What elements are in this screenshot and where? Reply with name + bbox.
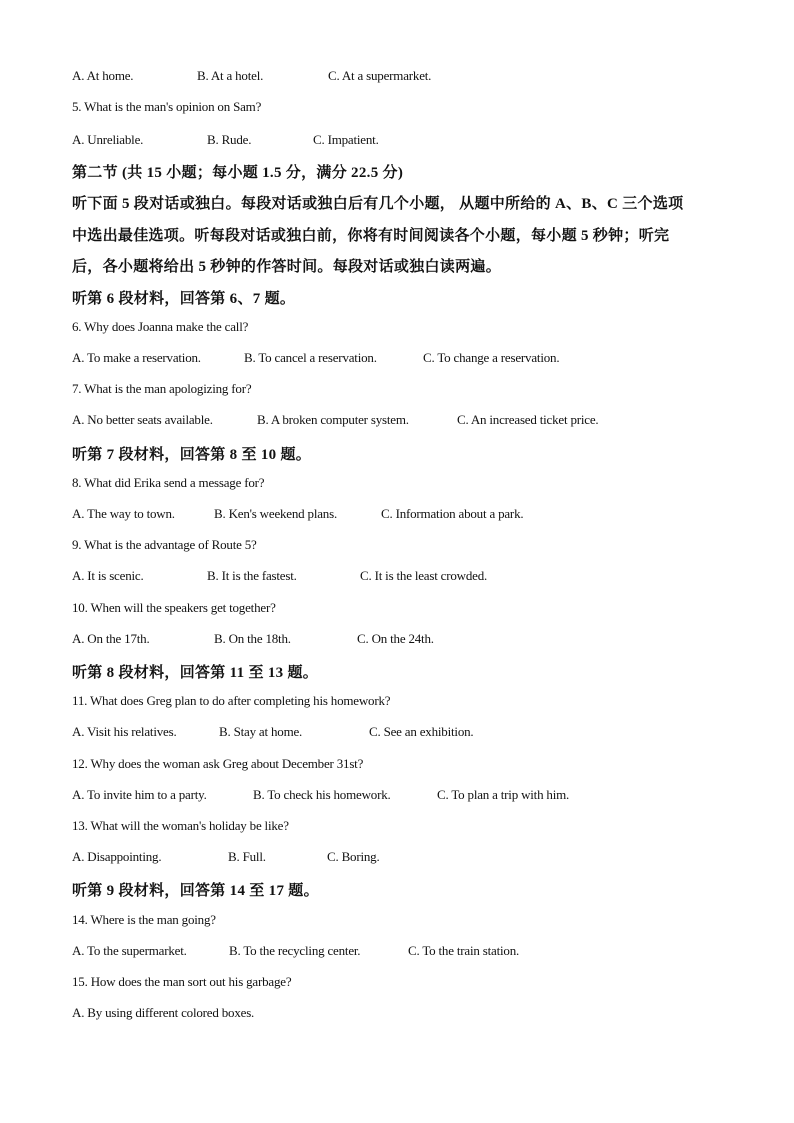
q7-option-c: C. An increased ticket price. bbox=[457, 412, 599, 427]
q5-option-c: C. Impatient. bbox=[313, 132, 379, 147]
section-instruction-1: 听下面 5 段对话或独白。每段对话或独白后有几个小题， 从题中所给的 A、B、C 三个选项 bbox=[72, 196, 684, 212]
section-instruction-3: 后，各小题将给出 5 秒钟的作答时间。每段对话或独白读两遍。 bbox=[72, 259, 502, 275]
q14-option-a: A. To the supermarket. bbox=[72, 943, 187, 958]
q5-option-b: B. Rude. bbox=[207, 132, 252, 147]
q10-question: 10. When will the speakers get together? bbox=[72, 600, 276, 615]
q9-option-a: A. It is scenic. bbox=[72, 568, 144, 583]
q6-option-c: C. To change a reservation. bbox=[423, 350, 560, 365]
q5-option-a: A. Unreliable. bbox=[72, 132, 144, 147]
q9-option-b: B. It is the fastest. bbox=[207, 568, 297, 583]
group-heading-8: 听第 8 段材料，回答第 11 至 13 题。 bbox=[72, 665, 319, 681]
q8-question: 8. What did Erika send a message for? bbox=[72, 475, 265, 490]
q13-option-b: B. Full. bbox=[228, 849, 266, 864]
section-title: 第二节 (共 15 小题；每小题 1.5 分，满分 22.5 分) bbox=[72, 165, 404, 181]
q10-option-c: C. On the 24th. bbox=[357, 631, 434, 646]
q11-option-b: B. Stay at home. bbox=[219, 724, 303, 739]
group-heading-6: 听第 6 段材料，回答第 6、7 题。 bbox=[72, 291, 296, 307]
group-heading-9: 听第 9 段材料，回答第 14 至 17 题。 bbox=[72, 883, 319, 899]
q10-option-a: A. On the 17th. bbox=[72, 631, 150, 646]
q10-option-b: B. On the 18th. bbox=[214, 631, 291, 646]
q8-option-a: A. The way to town. bbox=[72, 506, 175, 521]
q14-option-c: C. To the train station. bbox=[408, 943, 520, 958]
q7-question: 7. What is the man apologizing for? bbox=[72, 381, 252, 396]
group-heading-7: 听第 7 段材料，回答第 8 至 10 题。 bbox=[72, 447, 312, 463]
q11-option-a: A. Visit his relatives. bbox=[72, 724, 177, 739]
q12-option-c: C. To plan a trip with him. bbox=[437, 787, 570, 802]
q15-question: 15. How does the man sort out his garbage? bbox=[72, 974, 292, 989]
q13-option-c: C. Boring. bbox=[327, 849, 380, 864]
q12-option-b: B. To check his homework. bbox=[253, 787, 391, 802]
q9-question: 9. What is the advantage of Route 5? bbox=[72, 537, 257, 552]
q15-option-a: A. By using different colored boxes. bbox=[72, 1005, 255, 1020]
q8-option-b: B. Ken's weekend plans. bbox=[214, 506, 338, 521]
q4-option-c: C. At a supermarket. bbox=[328, 68, 432, 83]
q11-option-c: C. See an exhibition. bbox=[369, 724, 474, 739]
q4-option-a: A. At home. bbox=[72, 68, 134, 83]
q4-option-b: B. At a hotel. bbox=[197, 68, 264, 83]
section-instruction-2: 中选出最佳选项。听每段对话或独白前，你将有时间阅读各个小题，每小题 5 秒钟；听完 bbox=[72, 228, 670, 244]
q12-option-a: A. To invite him to a party. bbox=[72, 787, 207, 802]
q5-question: 5. What is the man's opinion on Sam? bbox=[72, 99, 262, 114]
q6-question: 6. Why does Joanna make the call? bbox=[72, 319, 249, 334]
q8-option-c: C. Information about a park. bbox=[381, 506, 524, 521]
q13-option-a: A. Disappointing. bbox=[72, 849, 162, 864]
q14-question: 14. Where is the man going? bbox=[72, 912, 216, 927]
q12-question: 12. Why does the woman ask Greg about December 31st? bbox=[72, 756, 364, 771]
q6-option-b: B. To cancel a reservation. bbox=[244, 350, 377, 365]
q13-question: 13. What will the woman's holiday be like? bbox=[72, 818, 289, 833]
q9-option-c: C. It is the least crowded. bbox=[360, 568, 488, 583]
q7-option-a: A. No better seats available. bbox=[72, 412, 213, 427]
q14-option-b: B. To the recycling center. bbox=[229, 943, 361, 958]
q7-option-b: B. A broken computer system. bbox=[257, 412, 409, 427]
q6-option-a: A. To make a reservation. bbox=[72, 350, 201, 365]
q11-question: 11. What does Greg plan to do after completing his homework? bbox=[72, 693, 391, 708]
